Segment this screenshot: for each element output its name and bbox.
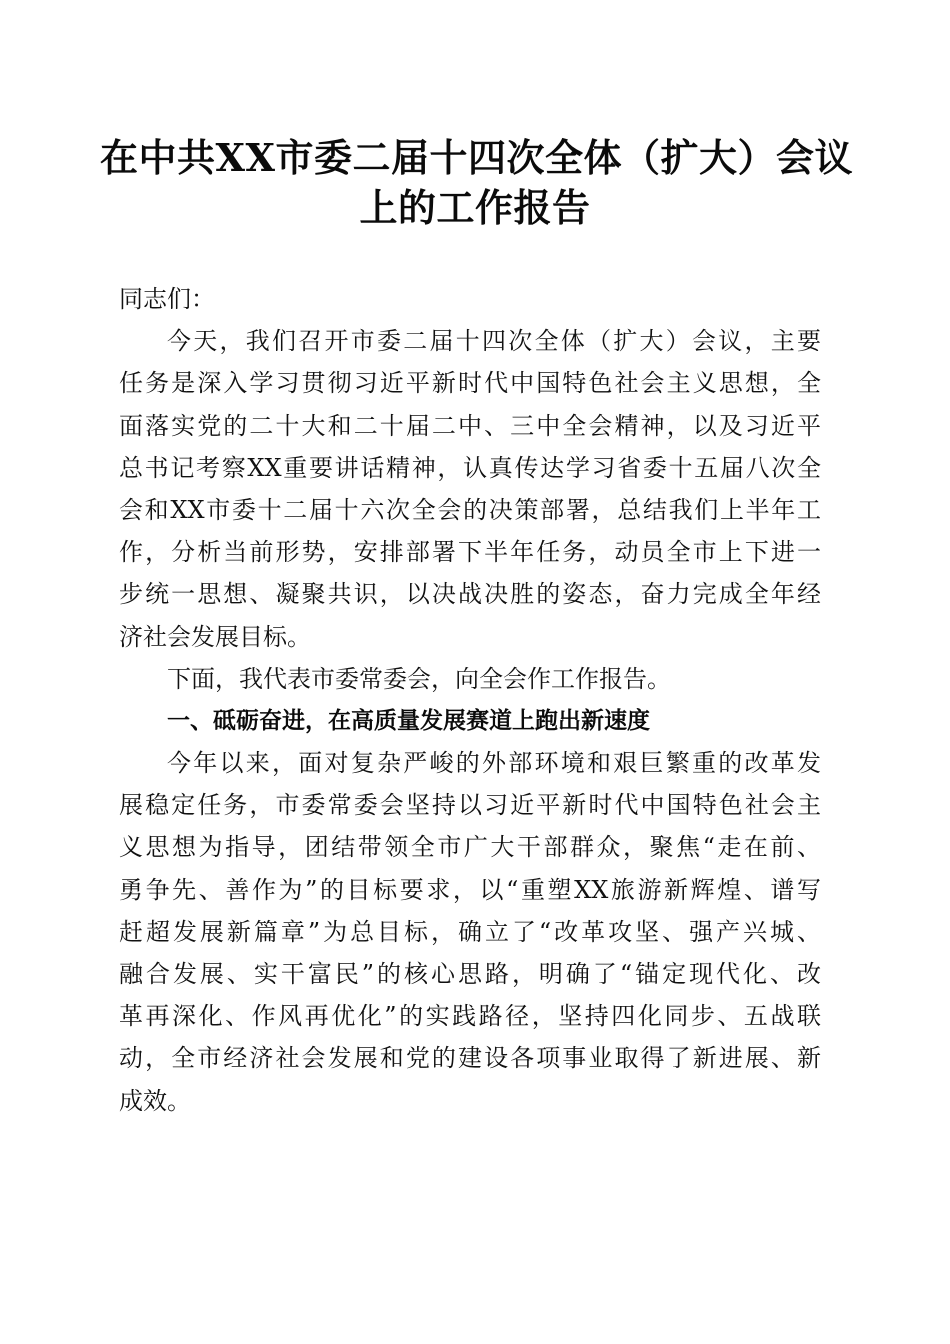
- paragraph-line: 面落实党的二十大和二十届二中、三中全会精神，以及习近平: [119, 411, 821, 440]
- paragraph-line: 动，全市经济社会发展和党的建设各项事业取得了新进展、新: [119, 1044, 821, 1073]
- paragraph-line: 革再深化、作风再优化”的实践路径，坚持四化同步、五战联: [119, 1002, 821, 1031]
- paragraph-line: 融合发展、实干富民”的核心思路，明确了“锚定现代化、改: [119, 960, 821, 988]
- paragraph-line: 今年以来，面对复杂严峻的外部环境和艰巨繁重的改革发: [167, 749, 821, 778]
- paragraph-line: 作，分析当前形势，安排部署下半年任务，动员全市上下进一: [119, 538, 821, 567]
- title-line: 在中共XX市委二届十四次全体（扩大）会议: [100, 135, 853, 180]
- salutation: 同志们：: [119, 285, 215, 313]
- title-line: 上的工作报告: [359, 185, 591, 230]
- paragraph-line: 成效。: [119, 1086, 191, 1115]
- paragraph-line: 步统一思想、凝聚共识，以决战决胜的姿态，奋力完成全年经: [119, 580, 821, 609]
- paragraph-section1: [119, 742, 821, 1122]
- paragraph-line: 济社会发展目标。: [119, 622, 311, 651]
- paragraph-line: 今天，我们召开市委二届十四次全体（扩大）会议，主要: [167, 327, 821, 356]
- document-title: [100, 133, 853, 233]
- section-heading: 一、砥砺奋进，在高质量发展赛道上跑出新速度: [167, 707, 650, 734]
- paragraph-line: 会和XX市委十二届十六次全会的决策部署，总结我们上半年工: [119, 495, 821, 524]
- paragraph-line: 展稳定任务，市委常委会坚持以习近平新时代中国特色社会主: [119, 791, 821, 820]
- document-body: [119, 278, 821, 1122]
- paragraph-intro: [119, 320, 821, 658]
- paragraph-line: 任务是深入学习贯彻习近平新时代中国特色社会主义思想，全: [119, 369, 821, 398]
- paragraph-line: 赶超发展新篇章”为总目标，确立了“改革攻坚、强产兴城、: [119, 917, 821, 946]
- paragraph-line: 勇争先、善作为”的目标要求，以“重塑XX旅游新辉煌、谱写: [119, 875, 821, 904]
- paragraph-line: 义思想为指导，团结带领全市广大干部群众，聚焦“走在前、: [119, 833, 821, 862]
- paragraph-report: 下面，我代表市委常委会，向全会作工作报告。: [167, 664, 671, 693]
- paragraph-line: 总书记考察XX重要讲话精神，认真传达学习省委十五届八次全: [119, 453, 821, 482]
